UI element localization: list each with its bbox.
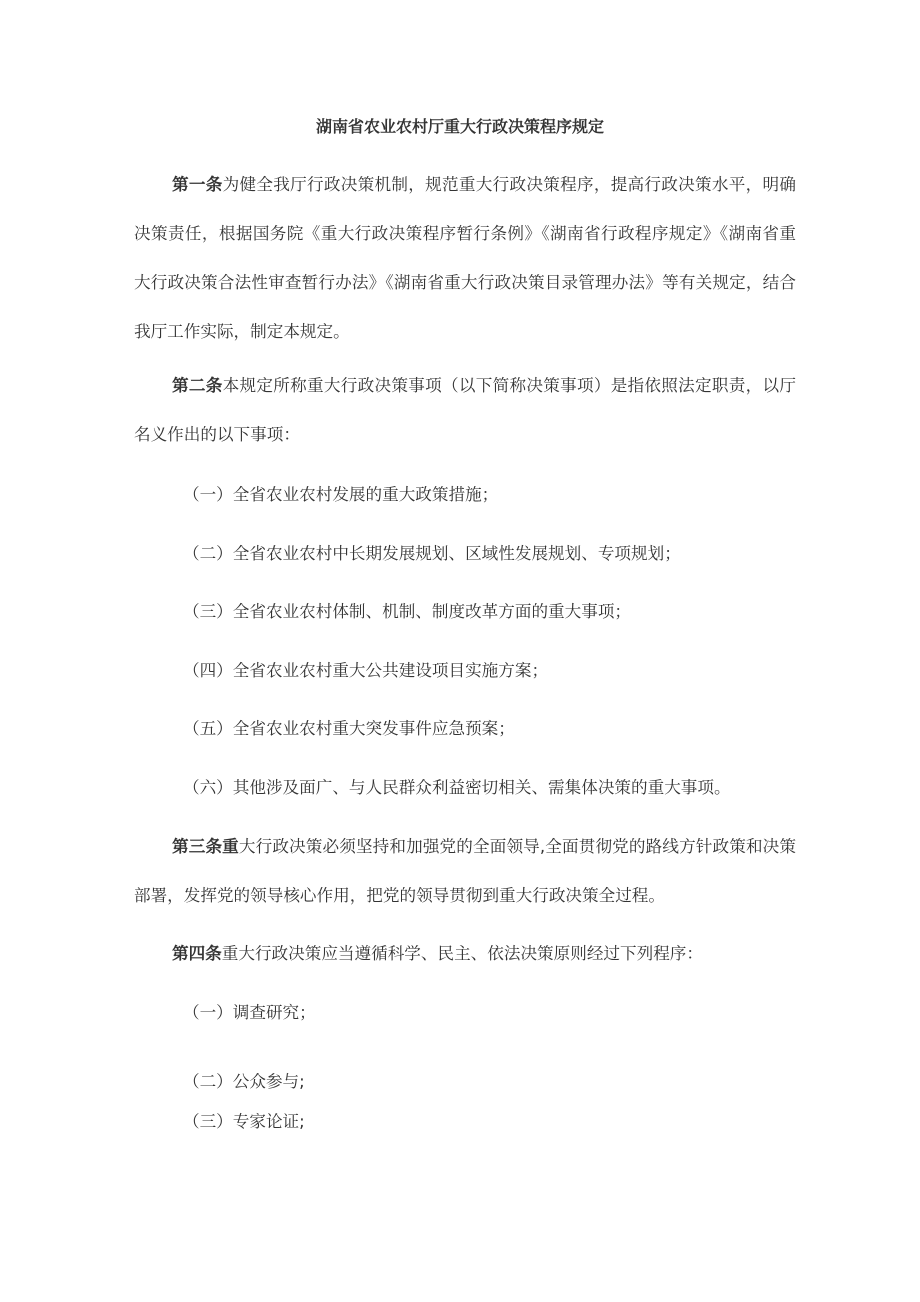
article-3-label: 第三条重	[172, 837, 239, 856]
document-title: 湖南省农业农村厅重大行政决策程序规定	[315, 117, 604, 136]
article-2-label: 第二条	[172, 376, 223, 395]
article-1-label: 第一条	[172, 175, 223, 194]
article-4	[134, 929, 796, 978]
article-1	[134, 160, 796, 356]
article-3	[134, 822, 796, 920]
article-4-item-1: （一）调查研究；	[183, 1003, 316, 1022]
article-4-text: 重大行政决策应当遵循科学、民主、依法决策原则经过下列程序：	[221, 944, 703, 963]
article-4-item-2: （二）公众参与;	[183, 1072, 305, 1091]
article-2-item-4: （四）全省农业农村重大公共建设项目实施方案；	[183, 661, 549, 680]
article-4-label: 第四条	[172, 944, 222, 963]
article-2-text: 本规定所称重大行政决策事项（以下简称决策事项）是指依照法定职责，以厅名义作出的以下事项：	[134, 376, 797, 444]
article-2-item-2: （二）全省农业农村中长期发展规划、区域性发展规划、专项规划；	[183, 544, 681, 563]
article-2-item-6: （六）其他涉及面广、与人民群众利益密切相关、需集体决策的重大事项。	[183, 778, 731, 797]
article-2-item-3: （三）全省农业农村体制、机制、制度改革方面的重大事项；	[183, 602, 632, 621]
article-2-item-1: （一）全省农业农村发展的重大政策措施；	[183, 485, 499, 504]
article-3-text: 大行政决策必须坚持和加强党的全面领导,全面贯彻党的路线方针政策和决策部署，发挥党的领导核心作用，把党的领导贯彻到重大行政决策全过程。	[134, 837, 796, 905]
article-2-item-5: （五）全省农业农村重大突发事件应急预案；	[183, 719, 515, 738]
article-1-text: 为健全我厅行政决策机制，规范重大行政决策程序，提高行政决策水平，明确决策责任，根据国务院《重大行政决策程序暂行条例》《湖南省行政程序规定》《湖南省重大行政决策合法性审查暂行办法》《湖南省重大行政决策目录管理办法》等有关规定，结合我厅工作实际，制定本规定。	[134, 175, 797, 341]
article-4-item-3: （三）专家论证;	[183, 1112, 305, 1131]
article-2	[134, 361, 796, 459]
